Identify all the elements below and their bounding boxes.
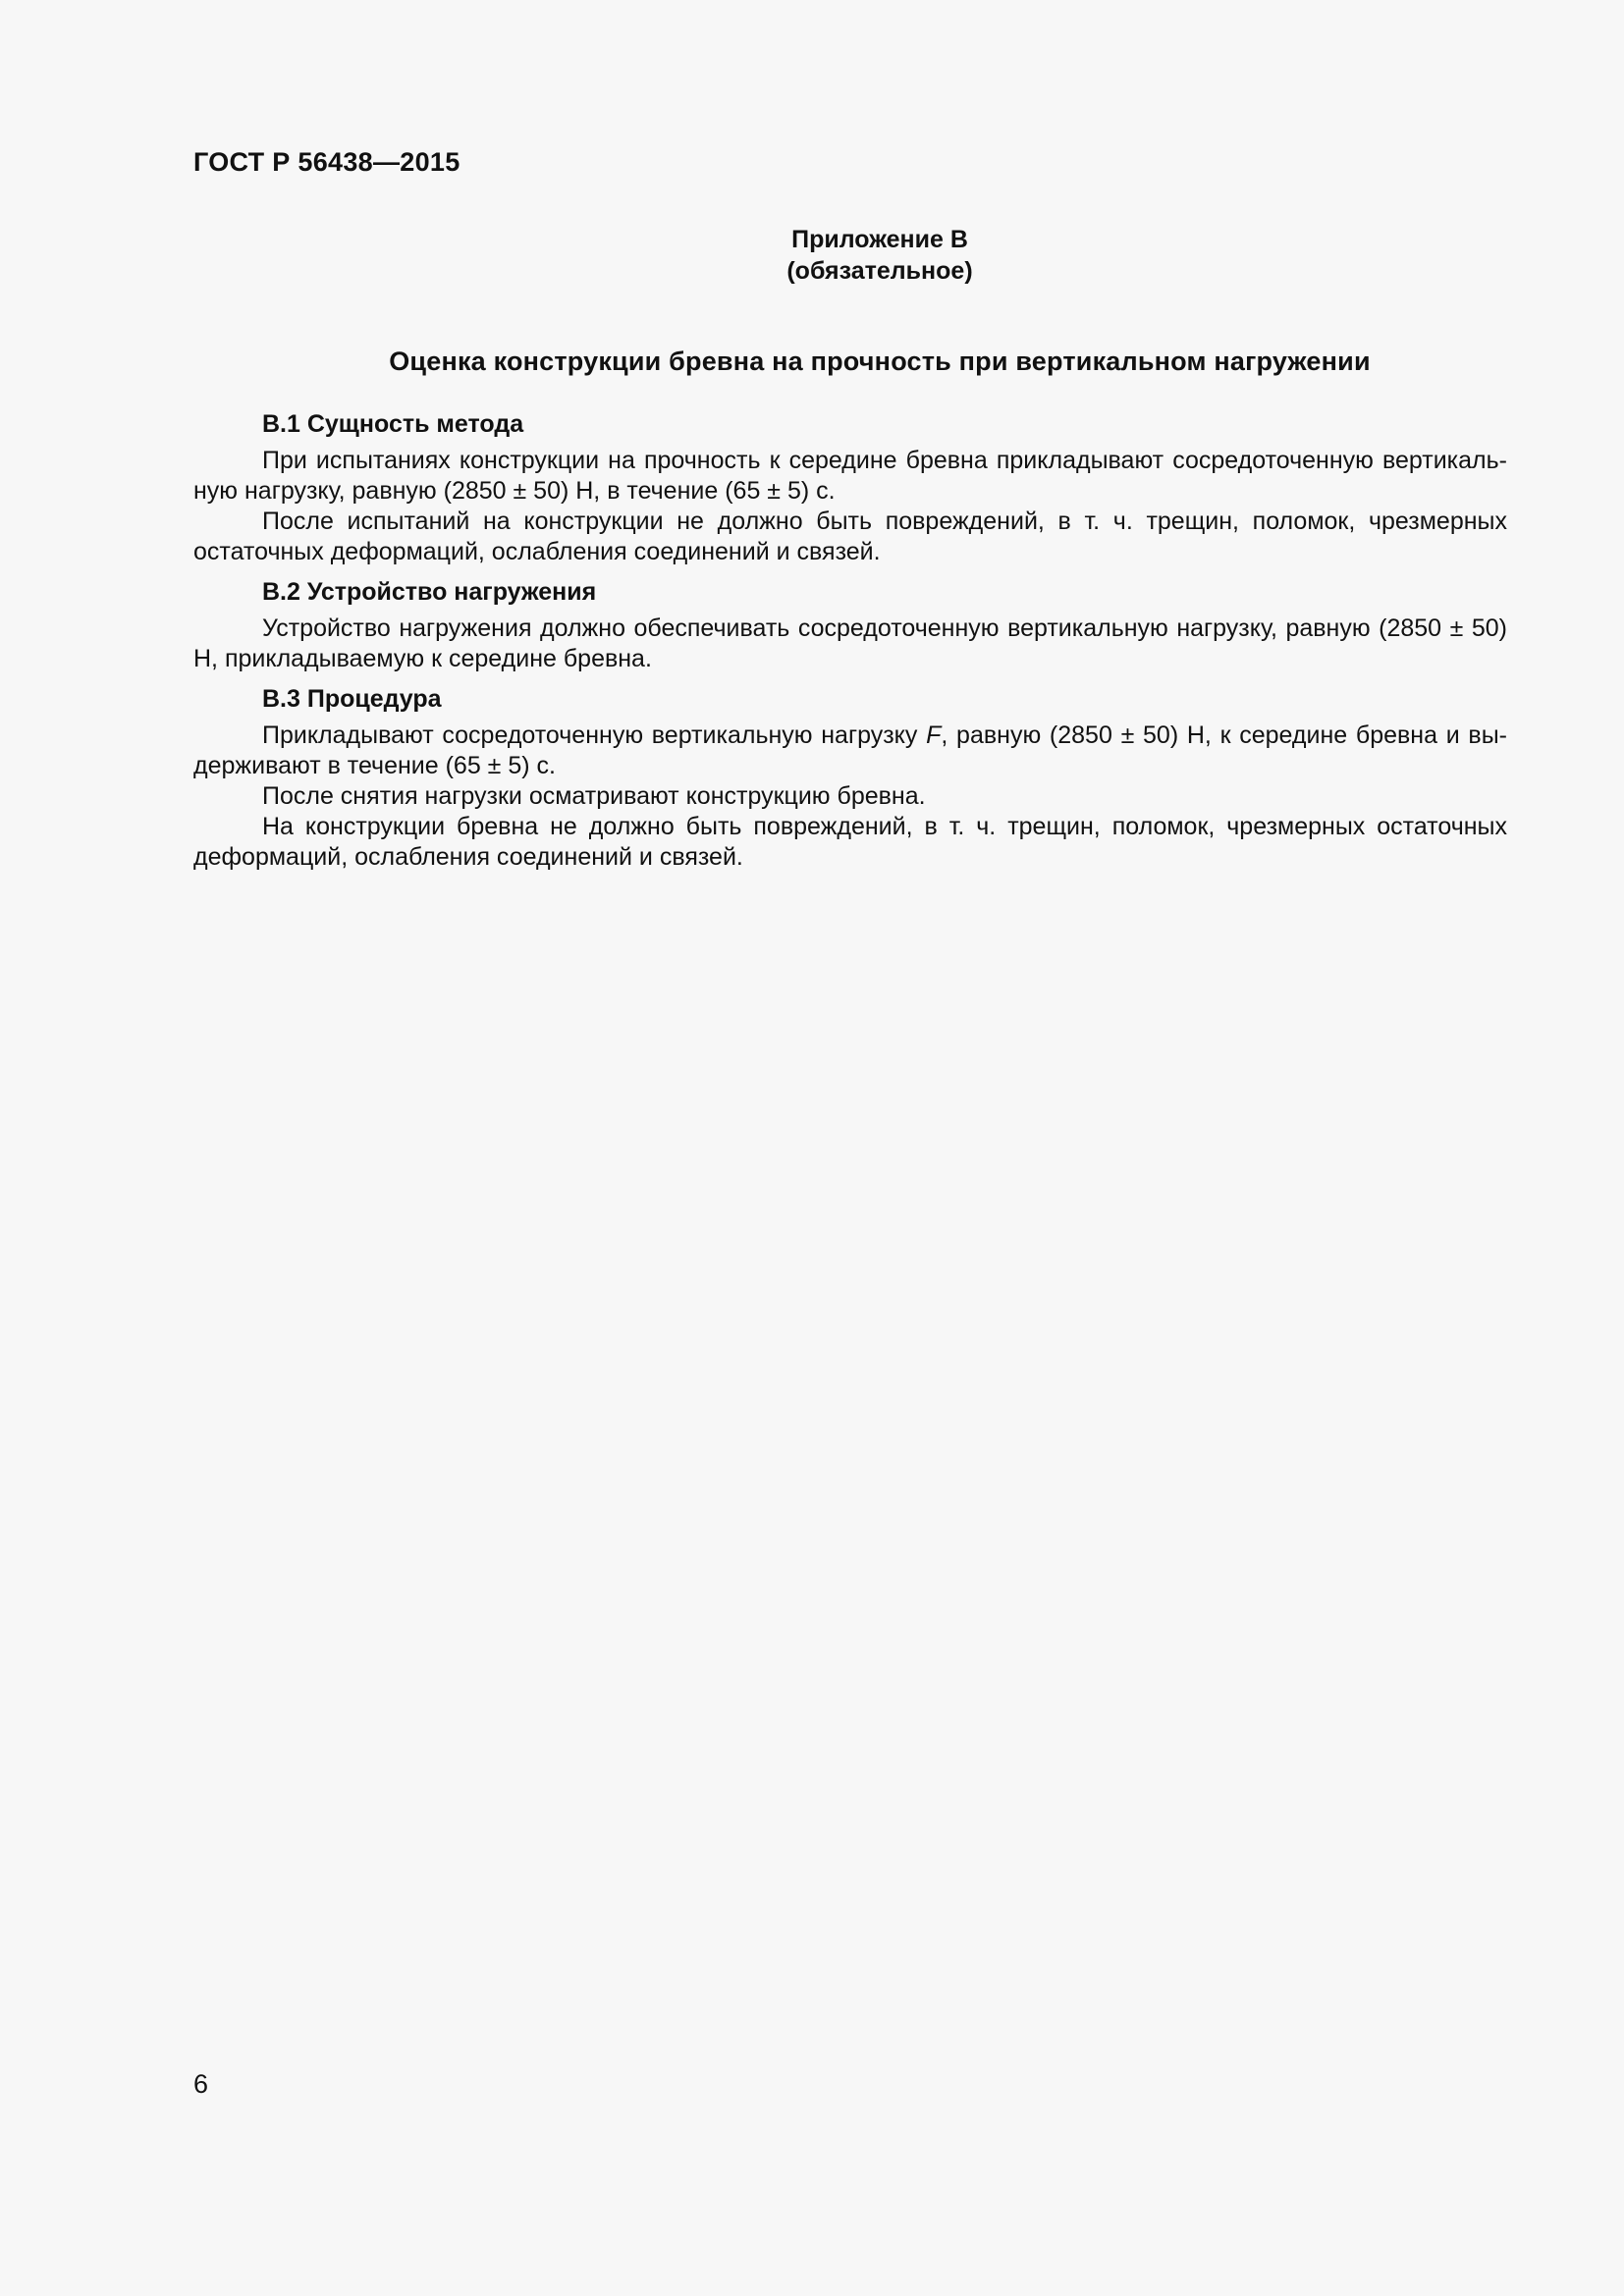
section-b3 — [193, 684, 1507, 873]
paragraph: При испытаниях конструкции на прочность к середине бревна прикладывают сосредоточенную вертикальную нагрузку, равную (2850 ± 50) Н, в течение (65 ± 5) с. — [193, 447, 1507, 505]
paragraph: После испытаний на конструкции не должно быть повреждений, в т. ч. трещин, поломок, чрезмерных остаточных деформаций, ослабления соединений и связей. — [193, 507, 1507, 565]
section-heading: В.2 Устройство нагружения — [262, 578, 597, 606]
annex-status: (обязательное) — [786, 257, 973, 285]
annex-header — [193, 224, 1507, 287]
document-code: ГОСТ Р 56438—2015 — [193, 147, 460, 177]
annex-label: Приложение В — [791, 226, 968, 253]
paragraph: После снятия нагрузки осматривают конструкцию бревна. — [262, 782, 926, 810]
section-heading: В.3 Процедура — [262, 685, 442, 713]
section-heading: В.1 Сущность метода — [262, 410, 524, 438]
force-symbol: F — [926, 721, 942, 749]
paragraph: Устройство нагружения должно обеспечивать сосредоточенную вертикальную нагрузку, равную (2850 ± 50) Н, прикладываемую к середине бревна. — [193, 614, 1507, 672]
annex-title: Оценка конструкции бревна на прочность при вертикальном нагружении — [389, 347, 1371, 376]
paragraph: На конструкции бревна не должно быть повреждений, в т. ч. трещин, поломок, чрезмерных остаточных деформаций, ослабления соединений и связей. — [193, 813, 1507, 871]
section-b1 — [193, 409, 1507, 567]
section-b2 — [193, 577, 1507, 674]
annex-body — [193, 409, 1507, 882]
page-number: 6 — [193, 2069, 209, 2099]
paragraph: Прикладывают сосредоточенную вертикальную нагрузку F, равную (2850 ± 50) Н, к середине бревна и выдерживают в течение (65 ± 5) с. — [193, 721, 1507, 779]
